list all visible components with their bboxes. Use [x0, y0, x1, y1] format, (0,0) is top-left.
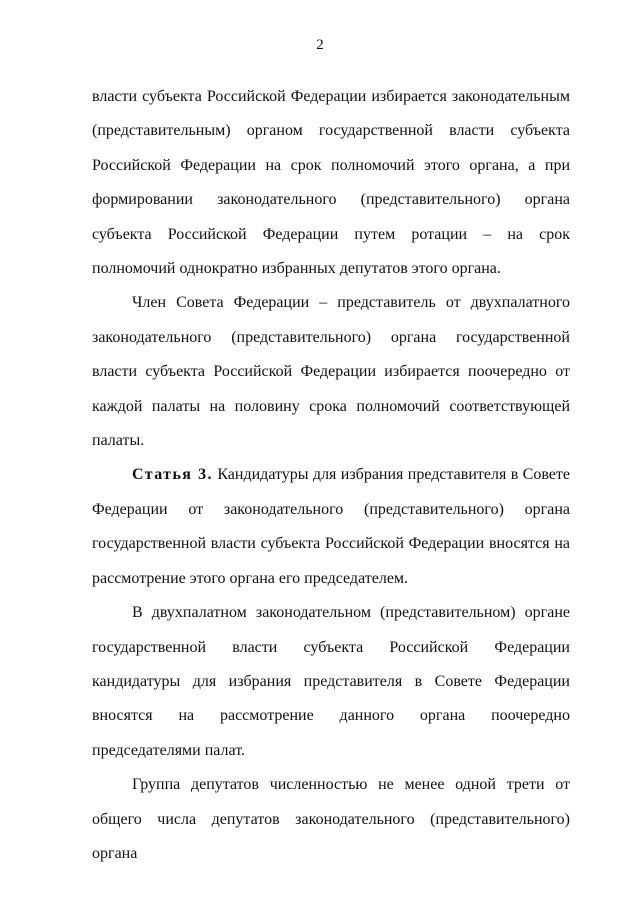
page-number: 2	[316, 37, 324, 53]
article-3-label: Статья 3.	[132, 466, 213, 484]
paragraph-continuation: власти субъекта Российской Федерации избирается законодательным (представительным) органом государственной власти субъекта Российской Федерации на срок полномочий этого органа, а при формировании законодательного (представительного) органа субъекта Российской Федерации путем ротации – на срок полномочий однократно избранных депутатов этого органа.	[92, 88, 570, 278]
article-3-paragraph	[92, 458, 570, 596]
paragraph-deputy-group: Группа депутатов численностью не менее одной трети от общего числа депутатов законодательного (представительного) органа	[92, 776, 570, 862]
paragraph-bicameral-nomination: В двухпалатном законодательном (представительном) органе государственной власти субъекта Российской Федерации кандидатуры для избрания представителя в Совете Федерации вносятся на рассмотрение данного органа поочередно председателями палат.	[92, 604, 570, 759]
article-3-text: Кандидатуры для избрания представителя в Совете Федерации от законодательного (представительного) органа государственной власти субъекта Российской Федерации вносятся на рассмотрение этого органа его председателем.	[92, 466, 570, 587]
document-body	[92, 80, 570, 871]
paragraph-bicameral-member: Член Совета Федерации – представитель от двухпалатного законодательного (представительного) органа государственной власти субъекта Российской Федерации избирается поочередно от каждой палаты на половину срока полномочий соответствующей палаты.	[92, 294, 570, 450]
